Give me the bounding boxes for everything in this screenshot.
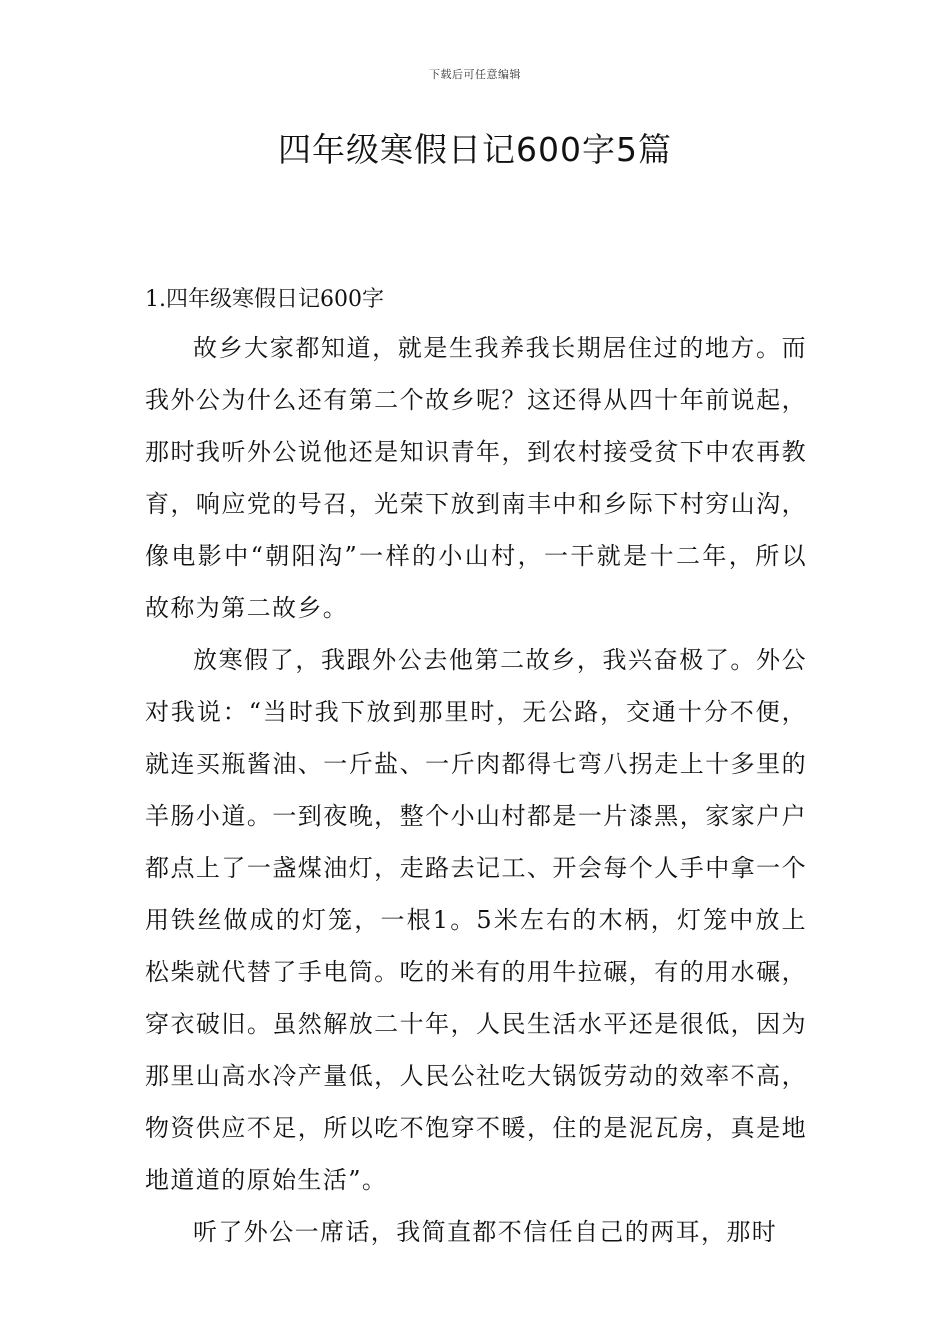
paragraph: 听了外公一席话，我简直都不信任自己的两耳，那时: [193, 1218, 778, 1246]
paragraph: 放寒假了，我跟外公去他第二故乡，我兴奋极了。外公对我说：“当时我下放到那里时，无公路，交通十分不便，就连买瓶酱油、一斤盐、一斤肉都得七弯八拐走上十多里的羊肠小道。一到夜晚，整个小山村都是一片漆黑，家家户户都点上了一盏煤油灯，走路去记工、开会每个人手中拿一个用铁丝做成的灯笼，一根1。5米左右的木柄，灯笼中放上松柴就代替了手电筒。吃的米有的用牛拉碾，有的用水碾，穿衣破旧。虽然解放二十年，人民生活水平还是很低，因为那里山高水冷产量低，人民公社吃大锅饭劳动的效率不高，物资供应不足，所以吃不饱穿不暖，住的是泥瓦房，真是地地道道的原始生活”。: [145, 646, 807, 1194]
header-note: 下载后可任意编辑: [429, 68, 521, 81]
document-title: 四年级寒假日记600字5篇: [278, 130, 672, 169]
section-heading: 1.四年级寒假日记600字: [145, 287, 384, 312]
paragraph: 故乡大家都知道，就是生我养我长期居住过的地方。而我外公为什么还有第二个故乡呢？这还得从四十年前说起，那时我听外公说他还是知识青年，到农村接受贫下中农再教育，响应党的号召，光荣下放到南丰中和乡际下村穷山沟，像电影中“朝阳沟”一样的小山村，一干就是十二年，所以故称为第二故乡。: [145, 334, 807, 622]
document-body: [145, 278, 807, 1258]
